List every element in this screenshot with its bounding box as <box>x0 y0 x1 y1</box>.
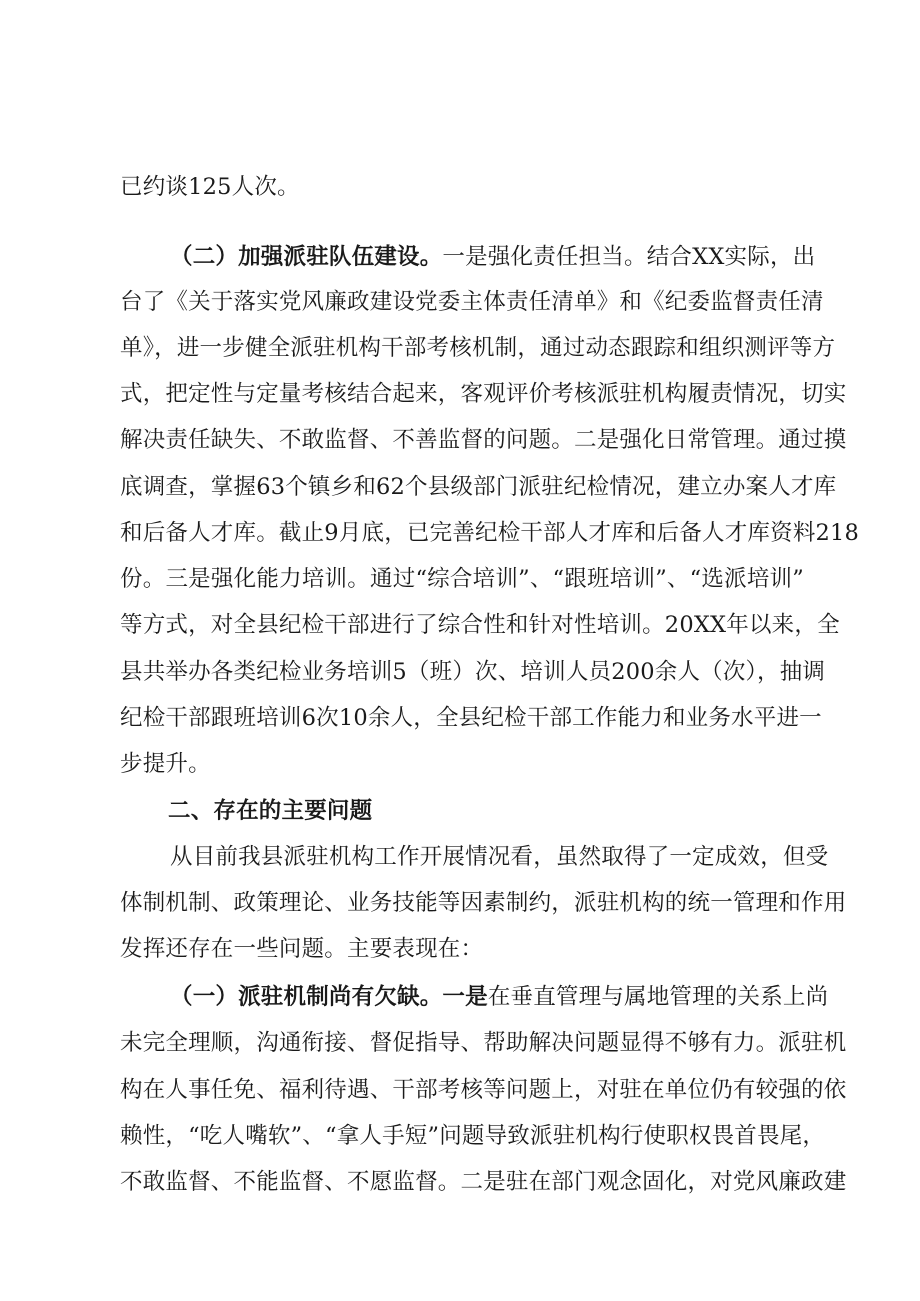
body-text-line: 份。三是强化能力培训。通过“综合培训”、“跟班培训”、“选派培训” <box>120 566 804 592</box>
body-text-line: 不敢监督、不能监督、不愿监督。二是驻在部门观念固化，对党风廉政建 <box>120 1169 847 1195</box>
body-text-line: 构在人事任免、福利待遇、干部考核等问题上，对驻在单位仍有较强的依 <box>120 1077 847 1103</box>
body-text-line: 已约谈125人次。 <box>120 174 300 200</box>
section-title: 二、存在的主要问题 <box>168 798 373 824</box>
body-text-line: 步提升。 <box>120 751 211 777</box>
body-text-line: 底调查，掌握63个镇乡和62个县级部门派驻纪检情况，建立办案人才库 <box>120 474 837 500</box>
body-text-line: 解决责任缺失、不敢监督、不善监督的问题。二是强化日常管理。通过摸 <box>120 427 847 453</box>
subsection-heading: （一）派驻机制尚有欠缺。一是 <box>170 984 488 1010</box>
body-text-span: 在垂直管理与属地管理的关系上尚 <box>487 984 829 1010</box>
body-text-line: 等方式，对全县纪检干部进行了综合性和针对性培训。20XX年以来，全 <box>120 612 840 638</box>
body-text-line: 台了《关于落实党风廉政建设党委主体责任清单》和《纪委监督责任清 <box>120 289 824 315</box>
body-text-line: 从目前我县派驻机构工作开展情况看，虽然取得了一定成效，但受 <box>170 844 829 870</box>
body-text-line: 未完全理顺，沟通衔接、督促指导、帮助解决问题显得不够有力。派驻机 <box>120 1030 847 1056</box>
body-text-line: 体制机制、政策理论、业务技能等因素制约，派驻机构的统一管理和作用 <box>120 890 847 916</box>
body-text-span: 一是强化责任担当。结合XX实际，出 <box>442 244 816 270</box>
body-text-line: 赖性，“吃人嘴软”、“拿人手短”问题导致派驻机构行使职权畏首畏尾， <box>120 1123 826 1149</box>
body-text-line <box>170 982 829 1012</box>
body-text-line: 式，把定性与定量考核结合起来，客观评价考核派驻机构履责情况，切实 <box>120 381 847 407</box>
body-text-line: 和后备人才库。截止9月底，已完善纪检干部人才库和后备人才库资料218 <box>120 520 860 546</box>
body-text-line <box>170 242 816 272</box>
subsection-heading: （二）加强派驻队伍建设。 <box>170 244 443 270</box>
body-text-line: 单》，进一步健全派驻机构干部考核机制，通过动态跟踪和组织测评等方 <box>120 335 836 361</box>
body-text-line: 纪检干部跟班培训6次10余人，全县纪检干部工作能力和业务水平进一 <box>120 705 822 731</box>
body-text-line: 发挥还存在一些问题。主要表现在： <box>120 936 484 962</box>
body-text-line: 县共举办各类纪检业务培训5（班）次、培训人员200余人（次），抽调 <box>120 659 826 685</box>
